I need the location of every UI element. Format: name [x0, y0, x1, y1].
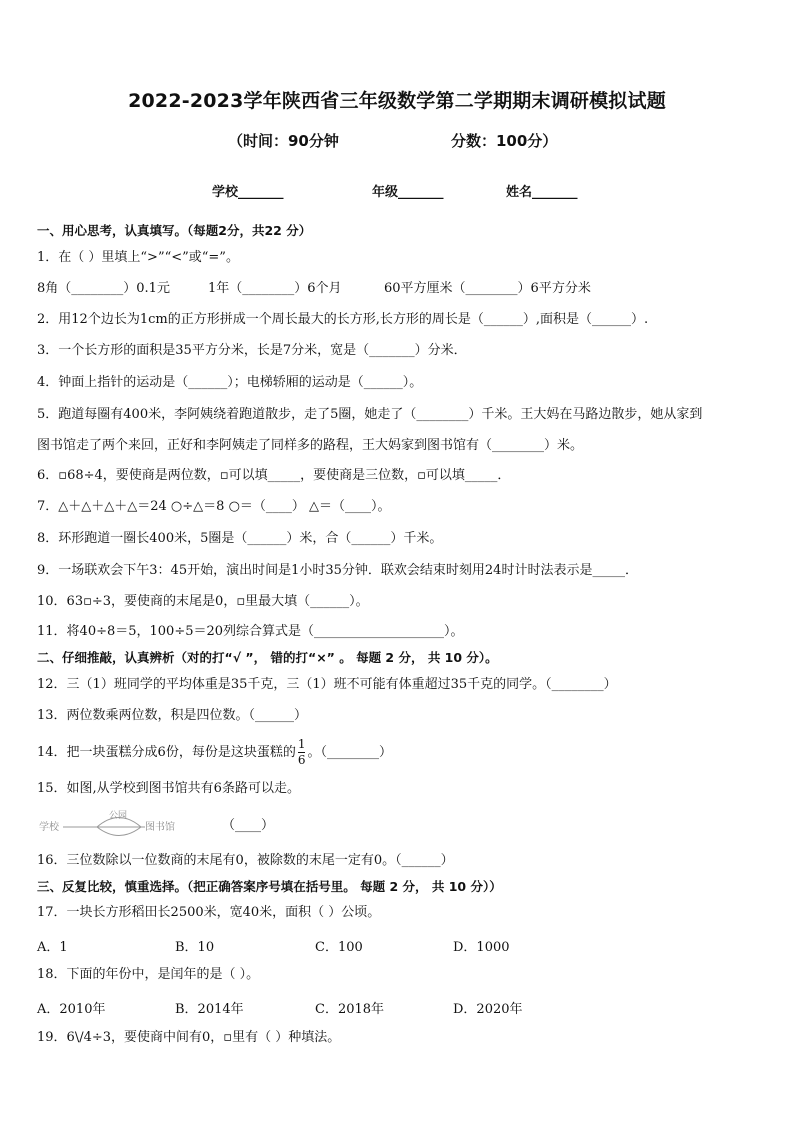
question-15-answer: （____） [222, 818, 275, 833]
question-6: 6．▫68÷4，要使商是两位数，▫可以填_____，要使商是三位数，▫可以填_____． [37, 468, 511, 483]
question-7: 7．△＋△＋△＋△＝24 ○÷△＝8 ○＝（____） △＝（____）。 [37, 499, 391, 514]
question-15: 15．如图,从学校到图书馆共有6条路可以走。 [37, 781, 300, 796]
question-3: 3．一个长方形的面积是35平方分米，长是7分米，宽是（_______）分米． [37, 343, 467, 358]
grade-field: 年级_______ [372, 185, 444, 200]
question-4: 4．钟面上指针的运动是（______）；电梯轿厢的运动是（______）。 [37, 375, 423, 390]
question-13: 13．两位数乘两位数，积是四位数。（______） [37, 708, 308, 723]
route-start-label: 学校 [39, 822, 59, 833]
question-11: 11．将40÷8＝5，100÷5＝20列综合算式是（____________________）。 [37, 624, 464, 639]
q17-option-d: D．1000 [453, 940, 510, 955]
section-1-heading: 一、用心思考，认真填写。（每题2分，共22 分） [37, 223, 312, 238]
q18-option-c: C．2018年 [315, 1002, 385, 1017]
fraction-numerator: 1 [297, 737, 306, 751]
question-8: 8．环形跑道一圈长400米，5圈是（______）米，合（______）千米。 [37, 531, 443, 546]
route-arc-lower [97, 827, 141, 836]
question-2: 2．用12个边长为1cm的正方形拼成一个周长最大的长方形,长方形的周长是（______）,面积是（______）. [37, 312, 649, 327]
question-10: 10．63▫÷3，要使商的末尾是0，▫里最大填（______）。 [37, 594, 369, 609]
q18-option-a: A．2010年 [37, 1002, 106, 1017]
section-2-heading: 二、仔细推敲，认真辨析（对的打“√ ”， 错的打“×” 。 每题 2 分， 共 10 分）。 [37, 650, 498, 665]
question-1a: 8角（________）0.1元 [37, 281, 170, 296]
q18-option-b: B．2014年 [175, 1002, 244, 1017]
fraction-denominator: 6 [297, 753, 306, 767]
name-field: 姓名_______ [506, 185, 578, 200]
question-14-answer: 。（________） [307, 745, 392, 760]
question-1: 1．在（ ）里填上“>”“<”或“=”。 [37, 250, 239, 265]
q17-option-a: A．1 [37, 940, 68, 955]
question-9: 9．一场联欢会下午3：45开始，演出时间是1小时35分钟．联欢会结束时刻用24时计时法表示是_____． [37, 563, 638, 578]
question-18: 18．下面的年份中，是闰年的是（ ）。 [37, 967, 260, 982]
question-14-text: 14．把一块蛋糕分成6份，每份是这块蛋糕的 [37, 745, 296, 760]
fraction [298, 737, 306, 768]
exam-score: 分数：100分） [451, 132, 558, 150]
question-14 [37, 736, 392, 770]
q18-option-d: D．2020年 [453, 1002, 523, 1017]
q17-option-b: B．10 [175, 940, 215, 955]
question-1c: 60平方厘米（________）6平方分米 [384, 281, 591, 296]
q17-option-c: C．100 [315, 940, 363, 955]
question-19: 19．6\/4÷3，要使商中间有0，▫里有（ ）种填法。 [37, 1030, 341, 1045]
section-3-heading: 三、反复比较，慎重选择。（把正确答案序号填在括号里。 每题 2 分， 共 10 分）） [37, 879, 502, 894]
route-diagram [37, 808, 187, 840]
route-end-label: 图书馆 [145, 822, 175, 833]
question-12: 12．三（1）班同学的平均体重是35千克，三（1）班不可能有体重超过35千克的同学。（________） [37, 677, 617, 692]
question-1b: 1年（________）6个月 [208, 281, 342, 296]
exam-time: （时间：90分钟 [228, 132, 339, 150]
page-title: 2022-2023学年陕西省三年级数学第二学期期末调研模拟试题 [128, 90, 666, 112]
school-field: 学校_______ [212, 185, 284, 200]
question-5-line1: 5．跑道每圈有400米，李阿姨绕着跑道散步，走了5圈，她走了（________）千米。王大妈在马路边散步，她从家到 [37, 407, 703, 422]
question-16: 16．三位数除以一位数商的末尾有0，被除数的末尾一定有0。（______） [37, 853, 454, 868]
route-middle-label: 公园 [109, 811, 128, 821]
question-5-line2: 图书馆走了两个来回，正好和李阿姨走了同样多的路程，王大妈家到图书馆有（________）米。 [37, 438, 584, 453]
question-17: 17．一块长方形稻田长2500米，宽40米，面积（ ）公顷。 [37, 905, 381, 920]
